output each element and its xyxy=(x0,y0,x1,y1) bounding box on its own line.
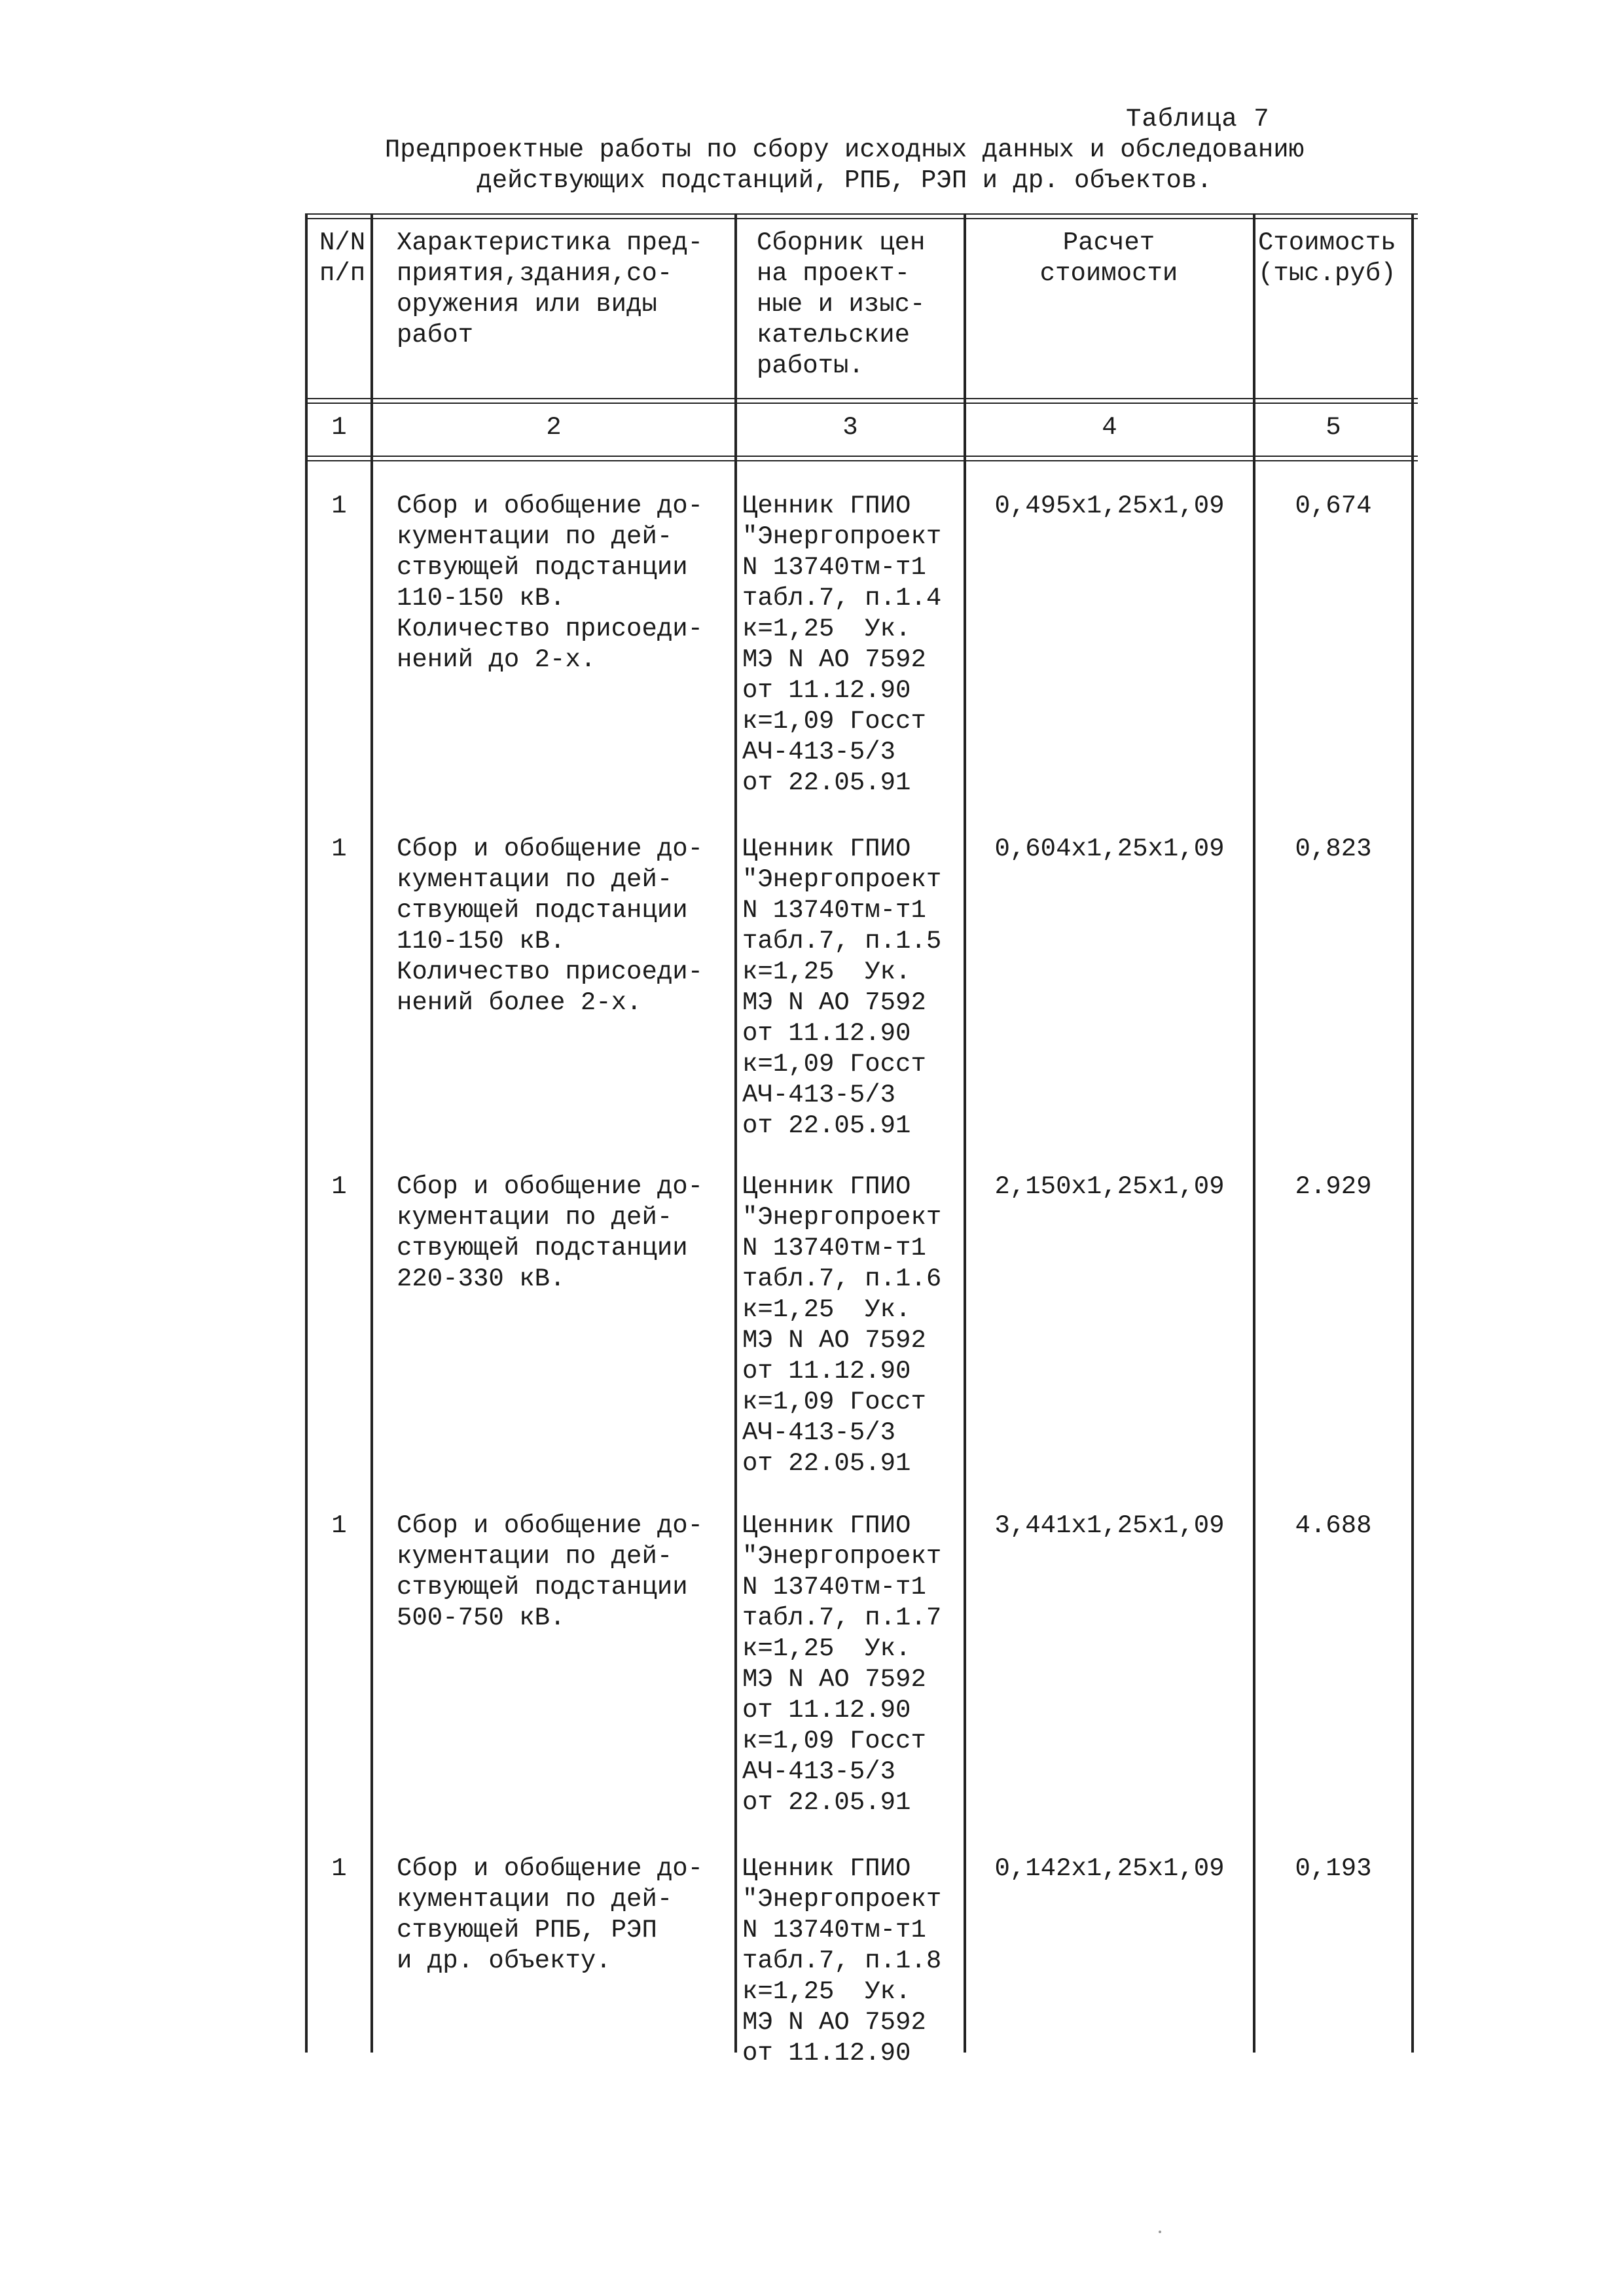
source-line: к=1,25 Ук. xyxy=(742,958,911,986)
source-line: "Энергопроект xyxy=(742,522,942,551)
row-number: 1 xyxy=(331,834,347,863)
source-line: АЧ-413-5/3 xyxy=(742,1081,896,1109)
row-cost: 0,823 xyxy=(1295,834,1372,863)
source-line: от 22.05.91 xyxy=(742,1788,911,1817)
description-line: кументации по дей- xyxy=(397,522,673,551)
table-title xyxy=(308,135,1381,196)
description-line: ствующей РПБ, РЭП xyxy=(397,1916,657,1945)
source-line: к=1,09 Госст xyxy=(742,1388,926,1416)
source-line: Ценник ГПИО xyxy=(742,1854,911,1883)
header-text: работ xyxy=(397,321,474,350)
source-line: от 11.12.90 xyxy=(742,1019,911,1048)
table-title-line-1: Предпроектные работы по сбору исходных данных и обследованию xyxy=(384,135,1305,164)
source-line: к=1,25 Ук. xyxy=(742,1634,911,1663)
row-description xyxy=(397,1854,703,1977)
row-cost: 2.929 xyxy=(1295,1172,1372,1201)
row-description xyxy=(397,834,703,1018)
source-line: к=1,25 Ук. xyxy=(742,1295,911,1324)
header-col-calculation xyxy=(966,228,1252,289)
row-cost: 0,193 xyxy=(1295,1854,1372,1883)
source-line: МЭ N АО 7592 xyxy=(742,988,926,1017)
source-line: от 22.05.91 xyxy=(742,1449,911,1478)
source-line: к=1,09 Госст xyxy=(742,707,926,736)
source-line: "Энергопроект xyxy=(742,1885,942,1914)
header-text: Стоимость xyxy=(1258,228,1396,257)
table-border-left xyxy=(305,213,308,2053)
source-line: N 13740тм-т1 xyxy=(742,553,926,582)
description-line: 110-150 кВ. xyxy=(397,927,566,956)
cost-table xyxy=(305,213,1418,2068)
column-number-4: 4 xyxy=(1102,413,1117,442)
source-line: Ценник ГПИО xyxy=(742,1172,911,1201)
description-line: ствующей подстанции xyxy=(397,1573,688,1602)
source-line: табл.7, п.1.4 xyxy=(742,584,942,613)
description-line: и др. объекту. xyxy=(397,1946,611,1975)
header-text: на проект- xyxy=(757,259,911,288)
row-calculation: 0,142х1,25х1,09 xyxy=(994,1854,1225,1883)
row-price-source xyxy=(742,491,941,798)
table-border-right xyxy=(1411,213,1414,2053)
source-line: Ценник ГПИО xyxy=(742,834,911,863)
source-line: МЭ N АО 7592 xyxy=(742,1326,926,1355)
row-description xyxy=(397,1511,703,1634)
description-line: ствующей подстанции xyxy=(397,896,688,925)
row-price-source xyxy=(742,1511,941,1818)
column-number-5: 5 xyxy=(1326,413,1341,442)
source-line: АЧ-413-5/3 xyxy=(742,1418,896,1447)
column-divider-2 xyxy=(734,213,737,2053)
row-number: 1 xyxy=(331,1511,347,1540)
header-text: Сборник цен xyxy=(757,228,926,257)
description-line: Количество присоеди- xyxy=(397,958,704,986)
header-bottom-rule xyxy=(305,398,1418,404)
description-line: Сбор и обобщение до- xyxy=(397,492,704,520)
source-line: Ценник ГПИО xyxy=(742,492,911,520)
description-line: Сбор и обобщение до- xyxy=(397,1511,704,1540)
source-line: табл.7, п.1.7 xyxy=(742,1604,942,1632)
source-line: табл.7, п.1.8 xyxy=(742,1946,942,1975)
description-line: Сбор и обобщение до- xyxy=(397,1854,704,1883)
row-calculation: 2,150х1,25х1,09 xyxy=(994,1172,1225,1201)
table-title-line-2: действующих подстанций, РПБ, РЭП и др. объектов. xyxy=(477,166,1212,195)
header-text: N/N xyxy=(319,228,366,257)
description-line: ствующей подстанции xyxy=(397,553,688,582)
column-divider-4 xyxy=(1253,213,1255,2053)
source-line: к=1,09 Госст xyxy=(742,1727,926,1755)
source-line: МЭ N АО 7592 xyxy=(742,645,926,674)
header-text: Расчет xyxy=(1062,228,1155,257)
row-cost: 4.688 xyxy=(1295,1511,1372,1540)
header-col-source xyxy=(757,228,925,382)
header-col-description xyxy=(397,228,703,351)
source-line: к=1,25 Ук. xyxy=(742,1977,911,2006)
description-line: кументации по дей- xyxy=(397,865,673,894)
source-line: N 13740тм-т1 xyxy=(742,1234,926,1263)
row-price-source xyxy=(742,1172,941,1479)
scan-speck xyxy=(1159,2231,1161,2233)
row-calculation: 0,495х1,25х1,09 xyxy=(994,492,1225,520)
description-line: 110-150 кВ. xyxy=(397,584,566,613)
source-line: АЧ-413-5/3 xyxy=(742,738,896,766)
description-line: 500-750 кВ. xyxy=(397,1604,566,1632)
description-line: ствующей подстанции xyxy=(397,1234,688,1263)
row-price-source xyxy=(742,834,941,1141)
source-line: АЧ-413-5/3 xyxy=(742,1757,896,1786)
source-line: N 13740тм-т1 xyxy=(742,1916,926,1945)
row-calculation: 0,604х1,25х1,09 xyxy=(994,834,1225,863)
source-line: МЭ N АО 7592 xyxy=(742,1665,926,1694)
description-line: кументации по дей- xyxy=(397,1542,673,1571)
source-line: N 13740тм-т1 xyxy=(742,1573,926,1602)
description-line: Количество присоеди- xyxy=(397,615,704,643)
header-text: (тыс.руб) xyxy=(1258,259,1396,288)
source-line: "Энергопроект xyxy=(742,1203,942,1232)
source-line: от 22.05.91 xyxy=(742,768,911,797)
column-number-1: 1 xyxy=(331,413,347,442)
description-line: 220-330 кВ. xyxy=(397,1265,566,1293)
source-line: табл.7, п.1.5 xyxy=(742,927,942,956)
source-line: N 13740тм-т1 xyxy=(742,896,926,925)
description-line: кументации по дей- xyxy=(397,1885,673,1914)
source-line: к=1,25 Ук. xyxy=(742,615,911,643)
header-text: работы. xyxy=(757,351,864,380)
source-line: Ценник ГПИО xyxy=(742,1511,911,1540)
column-number-3: 3 xyxy=(842,413,858,442)
description-line: Сбор и обобщение до- xyxy=(397,834,704,863)
header-text: оружения или виды xyxy=(397,290,657,319)
header-text: ные и изыс- xyxy=(757,290,926,319)
description-line: кументации по дей- xyxy=(397,1203,673,1232)
row-number: 1 xyxy=(331,1172,347,1201)
header-text: Характеристика пред- xyxy=(397,228,704,257)
row-description xyxy=(397,1172,703,1295)
description-line: нений до 2-х. xyxy=(397,645,596,674)
source-line: от 11.12.90 xyxy=(742,2039,911,2068)
source-line: "Энергопроект xyxy=(742,865,942,894)
source-line: от 11.12.90 xyxy=(742,1357,911,1386)
table-border-top xyxy=(305,213,1418,219)
row-number: 1 xyxy=(331,492,347,520)
source-line: МЭ N АО 7592 xyxy=(742,2008,926,2037)
column-numbers-bottom-rule xyxy=(305,456,1418,461)
source-line: от 11.12.90 xyxy=(742,676,911,705)
header-text: стоимости xyxy=(1039,259,1178,288)
header-text: приятия,здания,со- xyxy=(397,259,673,288)
row-calculation: 3,441х1,25х1,09 xyxy=(994,1511,1225,1540)
row-price-source xyxy=(742,1854,941,2069)
row-number: 1 xyxy=(331,1854,347,1883)
column-number-2: 2 xyxy=(546,413,562,442)
header-text: п/п xyxy=(319,259,366,288)
header-text: кательские xyxy=(757,321,911,350)
description-line: Сбор и обобщение до- xyxy=(397,1172,704,1201)
row-cost: 0,674 xyxy=(1295,492,1372,520)
source-line: к=1,09 Госст xyxy=(742,1050,926,1079)
source-line: от 11.12.90 xyxy=(742,1696,911,1725)
header-col-number xyxy=(319,228,365,289)
table-number: Таблица 7 xyxy=(1126,105,1270,134)
description-line: нений более 2-х. xyxy=(397,988,642,1017)
source-line: "Энергопроект xyxy=(742,1542,942,1571)
column-divider-1 xyxy=(370,213,373,2053)
column-divider-3 xyxy=(964,213,966,2053)
source-line: табл.7, п.1.6 xyxy=(742,1265,942,1293)
header-col-cost xyxy=(1258,228,1396,289)
row-description xyxy=(397,491,703,675)
source-line: от 22.05.91 xyxy=(742,1111,911,1140)
